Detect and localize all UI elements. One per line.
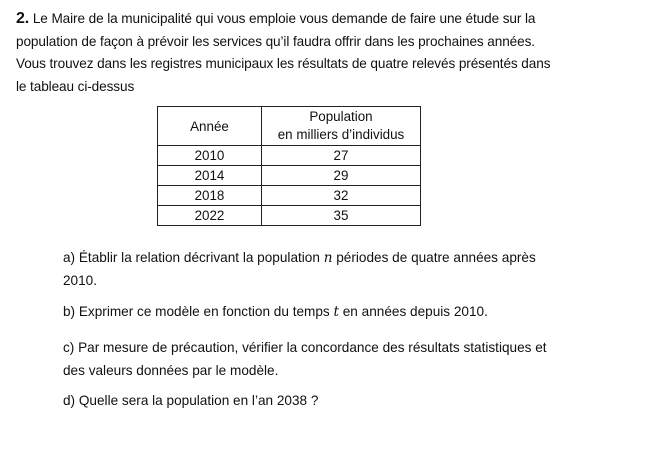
cell-year: 2018: [158, 186, 262, 206]
cell-population: 32: [262, 186, 421, 206]
problem-statement: [16, 8, 646, 98]
table-row: [158, 166, 421, 186]
table-row: [158, 146, 421, 166]
question-d: d) Quelle sera la population en l’an 2038 ?: [63, 393, 319, 408]
question-a: a) Établir la relation décrivant la population n périodes de quatre années après 2010.: [63, 250, 536, 288]
cell-year: 2022: [158, 206, 262, 226]
problem-line-1: 2. Le Maire de la municipalité qui vous emploie vous demande de faire une étude sur la: [16, 10, 536, 27]
problem-number: 2.: [16, 10, 30, 27]
header-population: Population en milliers d’individus: [262, 107, 421, 146]
question-c: c) Par mesure de précaution, vérifier la concordance des résultats statistiques et des valeurs données par le modèle.: [63, 340, 547, 378]
table-header-row: [158, 107, 421, 146]
problem-line-3: Vous trouvez dans les registres municipaux les résultats de quatre relevés présentés dans: [16, 56, 551, 71]
variable-t: t: [333, 304, 339, 320]
variable-n: n: [323, 250, 333, 266]
cell-year: 2014: [158, 166, 262, 186]
cell-population: 35: [262, 206, 421, 226]
table-row: [158, 206, 421, 226]
cell-population: 27: [262, 146, 421, 166]
problem-line-2: population de façon à prévoir les services qu’il faudra offrir dans les prochaines années.: [16, 33, 535, 49]
population-table: [157, 106, 421, 226]
problem-line-4: le tableau ci-dessus: [16, 78, 135, 94]
table-row: [158, 186, 421, 206]
cell-year: 2010: [158, 146, 262, 166]
cell-population: 29: [262, 166, 421, 186]
question-b: b) Exprimer ce modèle en fonction du temps t en années depuis 2010.: [63, 304, 488, 320]
header-year: Année: [158, 107, 262, 146]
